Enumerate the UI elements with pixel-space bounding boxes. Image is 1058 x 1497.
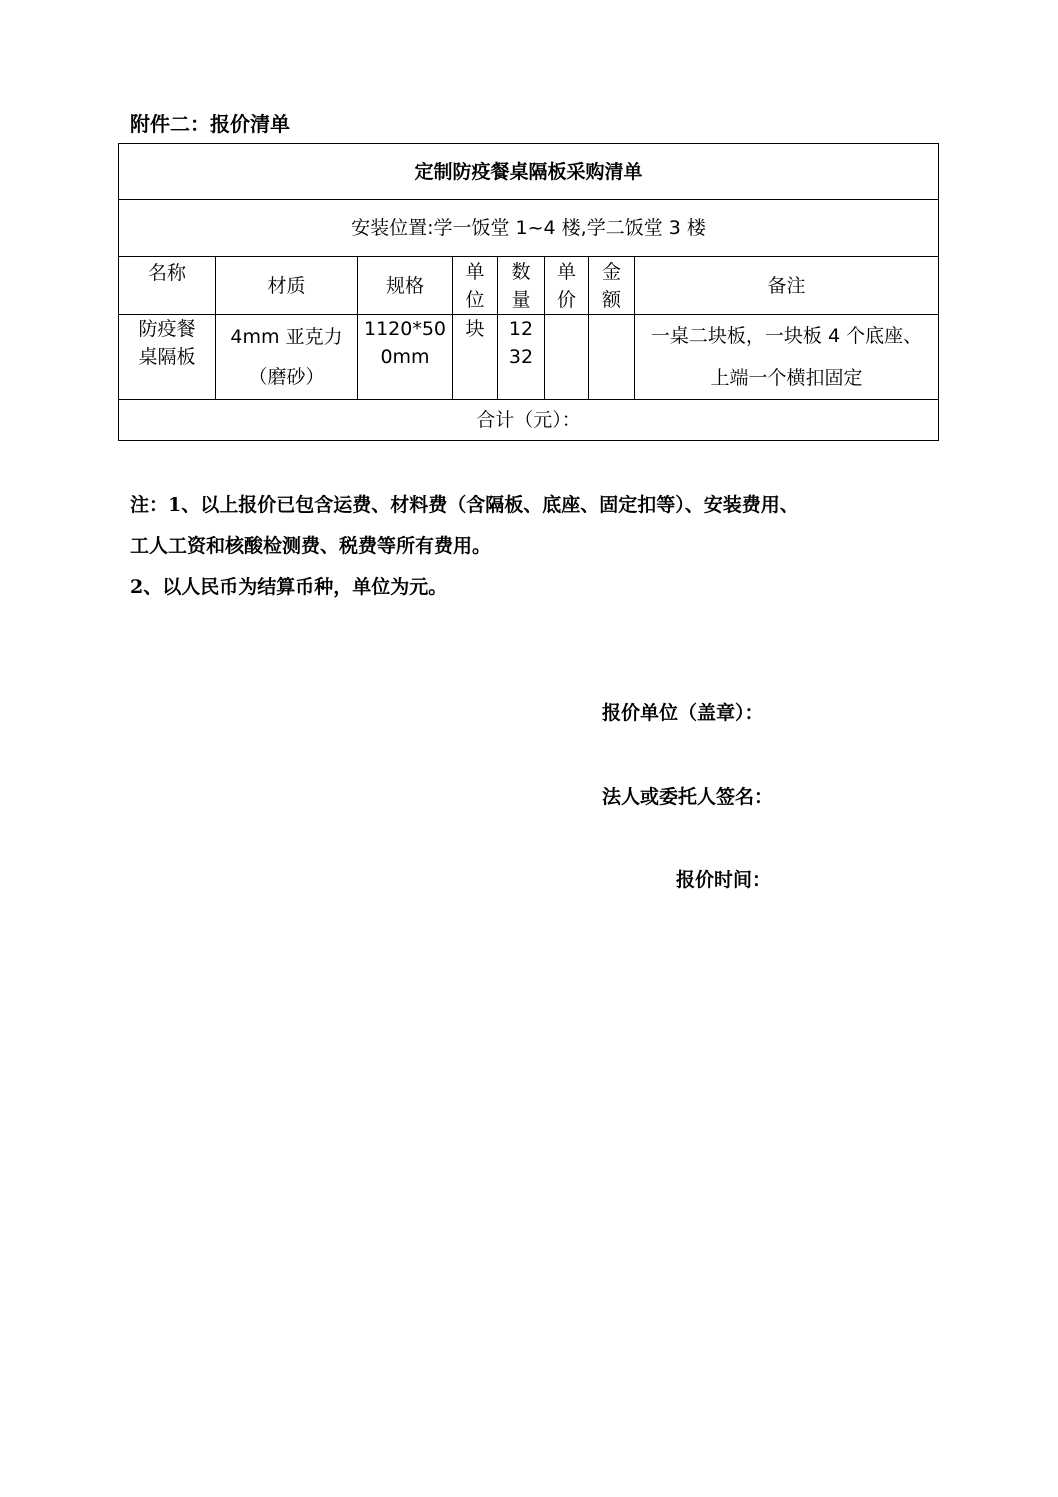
item-name-line1: 防疫餐 [138,318,196,340]
header-amount-line1: 金 [601,260,621,283]
item-spec-line1: 1120*50 [363,318,447,340]
header-amount-line2: 额 [601,288,621,311]
header-name: 名称 [119,257,216,315]
item-name [119,315,216,400]
header-qty-line2: 量 [511,288,531,311]
item-qty [498,315,545,400]
note-line-1: 注：1、以上报价已包含运费、材料费（含隔板、底座、固定扣等）、安装费用、 [130,494,799,516]
item-qty-line2: 32 [508,346,534,368]
note-line-3: 2、以人民币为结算币种，单位为元。 [130,576,448,598]
header-unit-line1: 单 [465,260,485,283]
table-title: 定制防疫餐桌隔板采购清单 [119,144,939,200]
item-name-line2: 桌隔板 [138,346,196,368]
table-row [119,315,939,400]
item-material-line2: （磨砂） [248,366,325,388]
item-unit: 块 [453,315,498,400]
header-amount [589,257,635,315]
header-remark: 备注 [635,257,939,315]
item-qty-line1: 12 [508,318,534,340]
item-material-line1: 4mm 亚克力 [230,326,343,348]
item-unit-price [545,315,589,400]
item-remark-line2: 上端一个横扣固定 [710,367,863,389]
signatory-label: 法人或委托人签名： [602,786,774,808]
header-qty-line1: 数 [511,260,531,283]
item-spec-line2: 0mm [380,346,430,368]
total-row: 合计（元）： [119,400,939,441]
quotation-table [118,143,939,441]
item-spec [358,315,453,400]
header-unit [453,257,498,315]
item-material [216,315,358,400]
header-spec: 规格 [358,257,453,315]
header-qty [498,257,545,315]
quoting-unit-label: 报价单位（盖章）： [602,702,764,724]
header-price [545,257,589,315]
item-amount [589,315,635,400]
attachment-heading: 附件二：报价清单 [130,112,290,136]
note-line-2: 工人工资和核酸检测费、税费等所有费用。 [130,535,492,557]
item-remark-line1: 一桌二块板，一块板 4 个底座、 [650,325,923,347]
header-price-line2: 价 [556,288,576,311]
header-unit-line2: 位 [465,288,485,311]
header-material: 材质 [216,257,358,315]
header-price-line1: 单 [556,260,576,283]
install-location: 安装位置:学一饭堂 1~4 楼,学二饭堂 3 楼 [119,200,939,257]
quote-time-label: 报价时间： [676,869,772,891]
item-remark [635,315,939,400]
notes-block [130,485,799,608]
